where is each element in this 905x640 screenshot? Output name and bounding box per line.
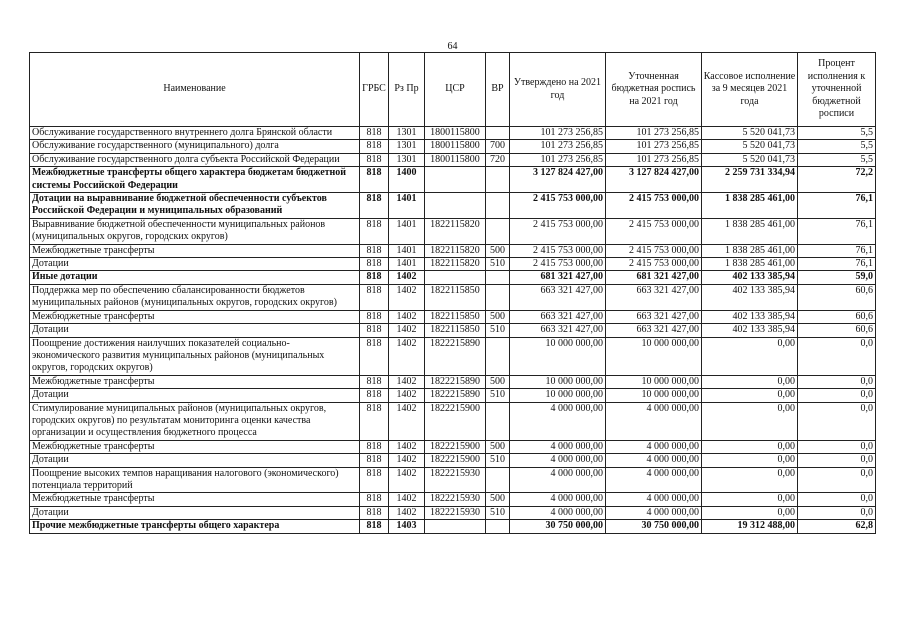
cell-vr: 510 <box>486 506 510 519</box>
cell-grbs: 818 <box>360 520 389 533</box>
cell-rzpr: 1301 <box>389 127 425 140</box>
cell-vr <box>486 284 510 310</box>
table-row <box>30 389 876 402</box>
cell-grbs: 818 <box>360 244 389 257</box>
cell-percent: 0,0 <box>798 440 876 453</box>
cell-vr <box>486 127 510 140</box>
cell-approved: 4 000 000,00 <box>510 402 606 440</box>
cell-csr: 1822215930 <box>425 506 486 519</box>
header-cash: Кассовое исполнение за 9 месяцев 2021 года <box>702 53 798 127</box>
cell-csr: 1822215900 <box>425 440 486 453</box>
table-row <box>30 493 876 506</box>
cell-vr: 510 <box>486 258 510 271</box>
cell-name: Обслуживание государственного (муниципального) долга <box>30 140 360 153</box>
cell-approved: 2 415 753 000,00 <box>510 258 606 271</box>
cell-grbs: 818 <box>360 218 389 244</box>
cell-cash: 0,00 <box>702 389 798 402</box>
cell-approved: 10 000 000,00 <box>510 337 606 375</box>
cell-csr: 1822115820 <box>425 218 486 244</box>
cell-percent: 62,8 <box>798 520 876 533</box>
cell-name: Межбюджетные трансферты <box>30 440 360 453</box>
cell-vr <box>486 218 510 244</box>
table-row <box>30 520 876 533</box>
cell-csr: 1800115800 <box>425 140 486 153</box>
cell-cash: 0,00 <box>702 467 798 493</box>
cell-csr: 1822215890 <box>425 375 486 388</box>
cell-csr: 1822115850 <box>425 324 486 337</box>
cell-cash: 5 520 041,73 <box>702 127 798 140</box>
cell-cash: 0,00 <box>702 506 798 519</box>
cell-percent: 0,0 <box>798 506 876 519</box>
cell-rzpr: 1401 <box>389 258 425 271</box>
cell-grbs: 818 <box>360 127 389 140</box>
table-row <box>30 167 876 193</box>
cell-percent: 76,1 <box>798 258 876 271</box>
cell-rzpr: 1402 <box>389 467 425 493</box>
cell-rzpr: 1402 <box>389 389 425 402</box>
cell-csr: 1822215900 <box>425 454 486 467</box>
table-row <box>30 375 876 388</box>
cell-name: Поддержка мер по обеспечению сбалансированности бюджетов муниципальных районов (муниципальных округов, городских округов) <box>30 284 360 310</box>
cell-vr <box>486 271 510 284</box>
cell-refined: 2 415 753 000,00 <box>606 218 702 244</box>
cell-percent: 0,0 <box>798 402 876 440</box>
cell-vr <box>486 337 510 375</box>
header-rzpr: Рз Пр <box>389 53 425 127</box>
table-row <box>30 244 876 257</box>
cell-csr: 1822115820 <box>425 244 486 257</box>
header-grbs: ГРБС <box>360 53 389 127</box>
cell-rzpr: 1301 <box>389 153 425 166</box>
cell-approved: 101 273 256,85 <box>510 153 606 166</box>
cell-approved: 4 000 000,00 <box>510 506 606 519</box>
cell-refined: 10 000 000,00 <box>606 389 702 402</box>
cell-csr: 1822215900 <box>425 402 486 440</box>
cell-refined: 681 321 427,00 <box>606 271 702 284</box>
cell-cash: 1 838 285 461,00 <box>702 244 798 257</box>
cell-csr: 1822215890 <box>425 337 486 375</box>
cell-refined: 663 321 427,00 <box>606 324 702 337</box>
cell-refined: 10 000 000,00 <box>606 375 702 388</box>
table-body <box>30 127 876 534</box>
cell-refined: 101 273 256,85 <box>606 140 702 153</box>
cell-csr: 1822215930 <box>425 467 486 493</box>
cell-percent: 60,6 <box>798 324 876 337</box>
cell-vr: 500 <box>486 493 510 506</box>
cell-refined: 101 273 256,85 <box>606 153 702 166</box>
table-row <box>30 140 876 153</box>
cell-refined: 663 321 427,00 <box>606 284 702 310</box>
cell-name: Дотации <box>30 324 360 337</box>
cell-approved: 4 000 000,00 <box>510 440 606 453</box>
cell-rzpr: 1401 <box>389 244 425 257</box>
cell-cash: 402 133 385,94 <box>702 324 798 337</box>
table-row <box>30 271 876 284</box>
cell-grbs: 818 <box>360 324 389 337</box>
cell-csr <box>425 193 486 219</box>
cell-rzpr: 1402 <box>389 493 425 506</box>
cell-refined: 2 415 753 000,00 <box>606 244 702 257</box>
cell-name: Межбюджетные трансферты <box>30 244 360 257</box>
table-header-row <box>30 53 876 127</box>
cell-grbs: 818 <box>360 284 389 310</box>
cell-cash: 0,00 <box>702 402 798 440</box>
cell-name: Стимулирование муниципальных районов (муниципальных округов, городских округов) по результатам мониторинга оценки качества организации и осуществления бюджетного процесса <box>30 402 360 440</box>
cell-csr: 1800115800 <box>425 127 486 140</box>
cell-refined: 4 000 000,00 <box>606 506 702 519</box>
cell-vr <box>486 167 510 193</box>
cell-name: Межбюджетные трансферты общего характера бюджетам бюджетной системы Российской Федерации <box>30 167 360 193</box>
cell-approved: 10 000 000,00 <box>510 375 606 388</box>
table-row <box>30 454 876 467</box>
cell-name: Дотации <box>30 258 360 271</box>
cell-cash: 402 133 385,94 <box>702 284 798 310</box>
cell-csr <box>425 271 486 284</box>
cell-grbs: 818 <box>360 271 389 284</box>
cell-cash: 0,00 <box>702 493 798 506</box>
header-percent: Процент исполнения к уточненной бюджетной росписи <box>798 53 876 127</box>
cell-name: Дотации на выравнивание бюджетной обеспеченности субъектов Российской Федерации и муниципальных образований <box>30 193 360 219</box>
cell-rzpr: 1402 <box>389 324 425 337</box>
cell-approved: 663 321 427,00 <box>510 324 606 337</box>
cell-approved: 2 415 753 000,00 <box>510 193 606 219</box>
cell-cash: 2 259 731 334,94 <box>702 167 798 193</box>
cell-cash: 1 838 285 461,00 <box>702 193 798 219</box>
cell-vr: 720 <box>486 153 510 166</box>
cell-approved: 4 000 000,00 <box>510 467 606 493</box>
table-row <box>30 127 876 140</box>
table-row <box>30 193 876 219</box>
cell-grbs: 818 <box>360 454 389 467</box>
cell-name: Выравнивание бюджетной обеспеченности муниципальных районов (муниципальных округов, городских округов) <box>30 218 360 244</box>
cell-refined: 2 415 753 000,00 <box>606 258 702 271</box>
cell-cash: 1 838 285 461,00 <box>702 218 798 244</box>
cell-name: Поощрение достижения наилучших показателей социально-экономического развития муниципальных районов (муниципальных округов, городских округов) <box>30 337 360 375</box>
cell-csr: 1822115850 <box>425 310 486 323</box>
cell-refined: 10 000 000,00 <box>606 337 702 375</box>
cell-approved: 4 000 000,00 <box>510 454 606 467</box>
cell-grbs: 818 <box>360 310 389 323</box>
cell-vr: 500 <box>486 310 510 323</box>
cell-cash: 0,00 <box>702 375 798 388</box>
cell-percent: 0,0 <box>798 467 876 493</box>
cell-name: Поощрение высоких темпов наращивания налогового (экономического) потенциала территорий <box>30 467 360 493</box>
cell-percent: 72,2 <box>798 167 876 193</box>
table-row <box>30 506 876 519</box>
cell-vr: 700 <box>486 140 510 153</box>
cell-refined: 4 000 000,00 <box>606 402 702 440</box>
cell-approved: 663 321 427,00 <box>510 310 606 323</box>
cell-name: Обслуживание государственного долга субъекта Российской Федерации <box>30 153 360 166</box>
cell-name: Дотации <box>30 454 360 467</box>
cell-percent: 60,6 <box>798 310 876 323</box>
cell-rzpr: 1402 <box>389 337 425 375</box>
table-row <box>30 402 876 440</box>
cell-grbs: 818 <box>360 402 389 440</box>
cell-cash: 402 133 385,94 <box>702 310 798 323</box>
cell-rzpr: 1402 <box>389 375 425 388</box>
cell-vr: 510 <box>486 454 510 467</box>
cell-name: Обслуживание государственного внутреннего долга Брянской области <box>30 127 360 140</box>
cell-vr <box>486 520 510 533</box>
cell-rzpr: 1402 <box>389 454 425 467</box>
cell-grbs: 818 <box>360 153 389 166</box>
cell-cash: 1 838 285 461,00 <box>702 258 798 271</box>
cell-percent: 0,0 <box>798 493 876 506</box>
cell-refined: 663 321 427,00 <box>606 310 702 323</box>
cell-rzpr: 1401 <box>389 218 425 244</box>
cell-cash: 0,00 <box>702 440 798 453</box>
cell-approved: 2 415 753 000,00 <box>510 218 606 244</box>
cell-rzpr: 1403 <box>389 520 425 533</box>
cell-grbs: 818 <box>360 506 389 519</box>
cell-refined: 4 000 000,00 <box>606 440 702 453</box>
header-name: Наименование <box>30 53 360 127</box>
cell-percent: 76,1 <box>798 244 876 257</box>
cell-grbs: 818 <box>360 140 389 153</box>
cell-name: Дотации <box>30 506 360 519</box>
cell-rzpr: 1301 <box>389 140 425 153</box>
cell-cash: 402 133 385,94 <box>702 271 798 284</box>
cell-name: Прочие межбюджетные трансферты общего характера <box>30 520 360 533</box>
cell-percent: 5,5 <box>798 153 876 166</box>
cell-vr <box>486 193 510 219</box>
header-approved: Утверждено на 2021 год <box>510 53 606 127</box>
cell-grbs: 818 <box>360 389 389 402</box>
cell-refined: 4 000 000,00 <box>606 454 702 467</box>
cell-rzpr: 1402 <box>389 310 425 323</box>
table-row <box>30 467 876 493</box>
cell-csr: 1800115800 <box>425 153 486 166</box>
cell-percent: 0,0 <box>798 454 876 467</box>
cell-approved: 101 273 256,85 <box>510 127 606 140</box>
cell-grbs: 818 <box>360 258 389 271</box>
cell-percent: 0,0 <box>798 375 876 388</box>
cell-approved: 663 321 427,00 <box>510 284 606 310</box>
header-vr: ВР <box>486 53 510 127</box>
table-row <box>30 218 876 244</box>
table-row <box>30 324 876 337</box>
cell-approved: 101 273 256,85 <box>510 140 606 153</box>
cell-vr: 510 <box>486 324 510 337</box>
cell-name: Межбюджетные трансферты <box>30 375 360 388</box>
header-refined: Уточненная бюджетная роспись на 2021 год <box>606 53 702 127</box>
cell-refined: 4 000 000,00 <box>606 467 702 493</box>
cell-csr: 1822115850 <box>425 284 486 310</box>
cell-csr <box>425 167 486 193</box>
cell-csr: 1822215890 <box>425 389 486 402</box>
cell-rzpr: 1402 <box>389 402 425 440</box>
cell-grbs: 818 <box>360 440 389 453</box>
cell-csr: 1822115820 <box>425 258 486 271</box>
cell-vr: 500 <box>486 244 510 257</box>
cell-refined: 2 415 753 000,00 <box>606 193 702 219</box>
cell-refined: 30 750 000,00 <box>606 520 702 533</box>
cell-percent: 76,1 <box>798 193 876 219</box>
table-row <box>30 153 876 166</box>
cell-refined: 4 000 000,00 <box>606 493 702 506</box>
page-number: 64 <box>447 41 458 52</box>
cell-percent: 76,1 <box>798 218 876 244</box>
cell-percent: 0,0 <box>798 337 876 375</box>
cell-percent: 5,5 <box>798 140 876 153</box>
cell-cash: 5 520 041,73 <box>702 153 798 166</box>
cell-grbs: 818 <box>360 493 389 506</box>
cell-percent: 5,5 <box>798 127 876 140</box>
cell-rzpr: 1402 <box>389 440 425 453</box>
cell-rzpr: 1402 <box>389 271 425 284</box>
cell-approved: 4 000 000,00 <box>510 493 606 506</box>
cell-cash: 5 520 041,73 <box>702 140 798 153</box>
table-row <box>30 258 876 271</box>
cell-grbs: 818 <box>360 467 389 493</box>
cell-percent: 0,0 <box>798 389 876 402</box>
cell-name: Межбюджетные трансферты <box>30 310 360 323</box>
table-row <box>30 310 876 323</box>
cell-vr: 510 <box>486 389 510 402</box>
table-row <box>30 337 876 375</box>
cell-approved: 681 321 427,00 <box>510 271 606 284</box>
cell-percent: 60,6 <box>798 284 876 310</box>
cell-percent: 59,0 <box>798 271 876 284</box>
cell-approved: 2 415 753 000,00 <box>510 244 606 257</box>
table-row <box>30 440 876 453</box>
cell-name: Межбюджетные трансферты <box>30 493 360 506</box>
cell-csr: 1822215930 <box>425 493 486 506</box>
cell-approved: 3 127 824 427,00 <box>510 167 606 193</box>
header-csr: ЦСР <box>425 53 486 127</box>
cell-vr <box>486 402 510 440</box>
cell-grbs: 818 <box>360 167 389 193</box>
cell-grbs: 818 <box>360 193 389 219</box>
cell-vr <box>486 467 510 493</box>
cell-refined: 101 273 256,85 <box>606 127 702 140</box>
cell-refined: 3 127 824 427,00 <box>606 167 702 193</box>
cell-grbs: 818 <box>360 337 389 375</box>
cell-vr: 500 <box>486 375 510 388</box>
cell-cash: 19 312 488,00 <box>702 520 798 533</box>
cell-vr: 500 <box>486 440 510 453</box>
cell-rzpr: 1401 <box>389 193 425 219</box>
cell-rzpr: 1402 <box>389 284 425 310</box>
cell-name: Дотации <box>30 389 360 402</box>
cell-csr <box>425 520 486 533</box>
cell-grbs: 818 <box>360 375 389 388</box>
cell-approved: 10 000 000,00 <box>510 389 606 402</box>
cell-approved: 30 750 000,00 <box>510 520 606 533</box>
cell-rzpr: 1402 <box>389 506 425 519</box>
budget-table <box>29 52 876 534</box>
cell-rzpr: 1400 <box>389 167 425 193</box>
cell-cash: 0,00 <box>702 337 798 375</box>
table-row <box>30 284 876 310</box>
cell-cash: 0,00 <box>702 454 798 467</box>
cell-name: Иные дотации <box>30 271 360 284</box>
